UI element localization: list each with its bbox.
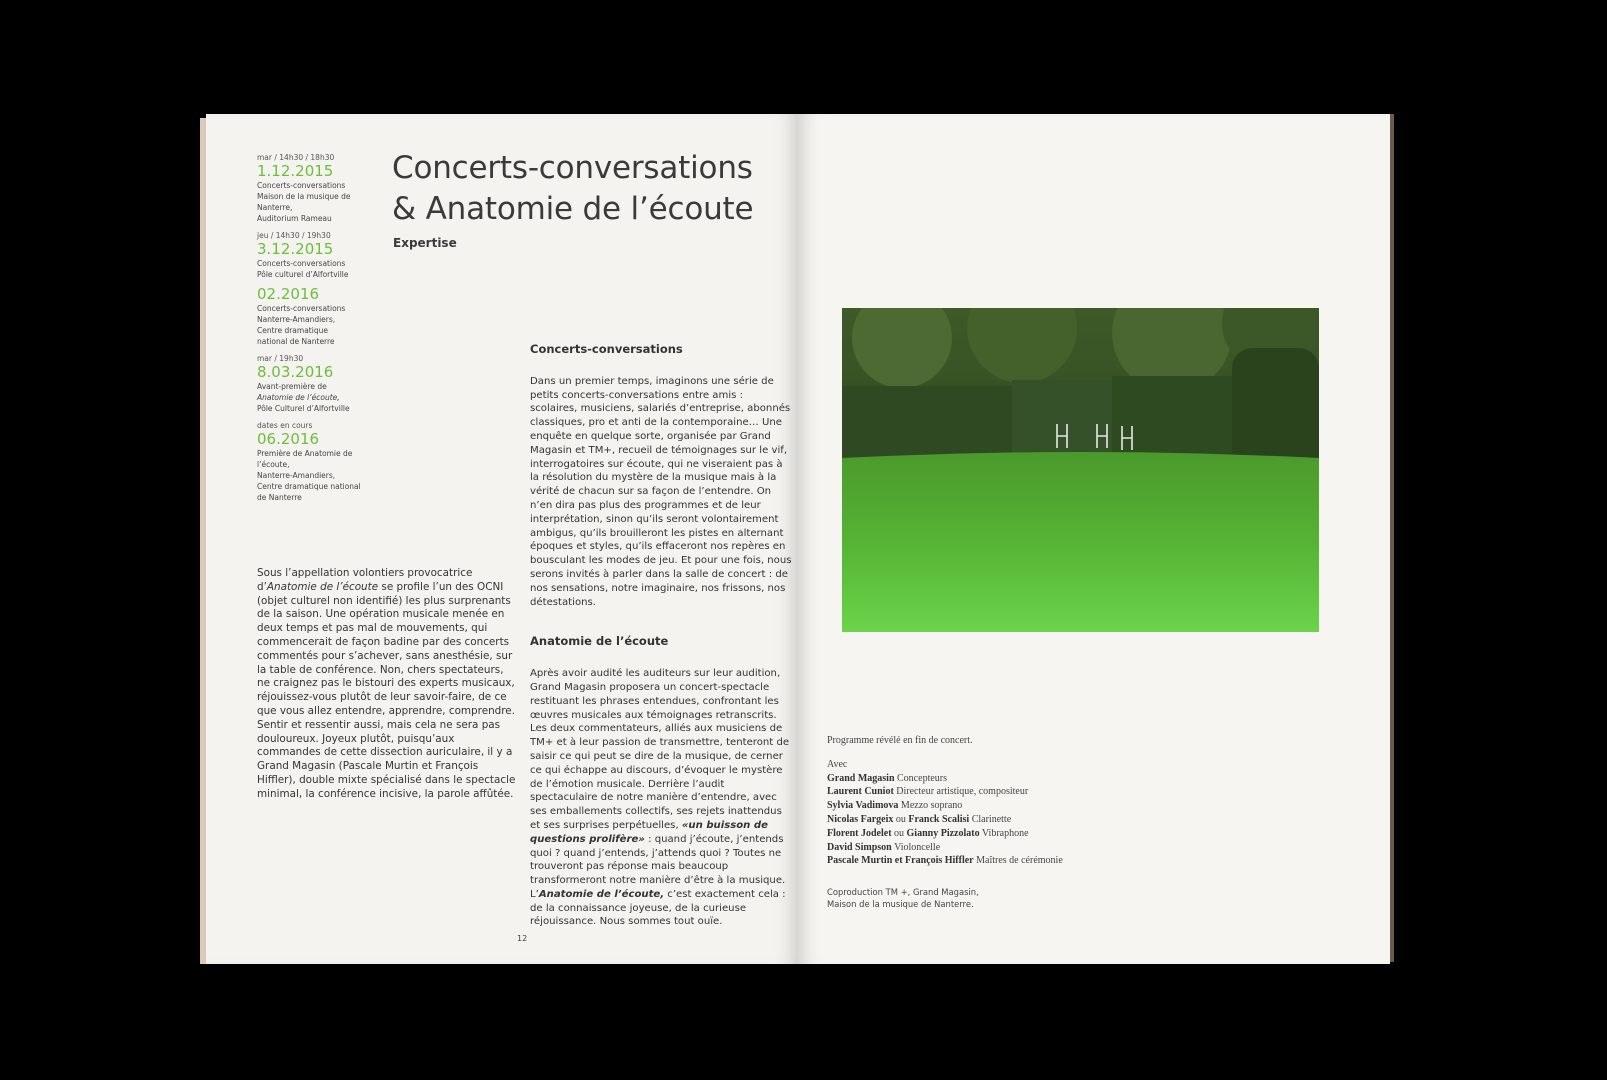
section-heading: Concerts-conversations <box>530 342 683 356</box>
page-title <box>392 148 792 230</box>
credit-line <box>827 827 1187 841</box>
coproduction-note <box>827 886 1087 910</box>
date-desc: national de Nanterre <box>257 337 335 346</box>
credit-line <box>827 841 1187 855</box>
date-value: 8.03.2016 <box>257 363 334 381</box>
garden-photo-image <box>842 308 1319 632</box>
date-value: 06.2016 <box>257 430 320 448</box>
dates-column <box>257 152 387 509</box>
date-value: 02.2016 <box>257 285 320 303</box>
credit-role: Concepteurs <box>897 772 948 784</box>
date-block <box>257 152 387 224</box>
date-meta: mar / 14h30 / 18h30 <box>257 153 335 162</box>
intro-text: se profile l’un des OCNI (objet culturel non identifié) les plus surprenants de la saison. Une opération musicale menée en deux temps et pas mal de mouvements, qui commencerait de façon badine par des concerts commentés pour s’achever, sans anesthésie, sur la table de conférence. Non, chers spectateurs, ne craignez pas le bistouri des experts musicaux, réjouissez-vous plutôt de leur savoir-faire, de ce que vous allez entendre, apprendre, comprendre. Sentir et ressentir aussi, mais cela ne sera pas douloureux. Joyeux plutôt, puisqu’aux commandes de cette dissection auriculaire, il y a Grand Magasin (Pascale Murtin et François Hiffler), double mixte spécialisé dans le spectacle minimal, la conférence incisive, la parole affûtée. <box>257 580 516 800</box>
date-value: 1.12.2015 <box>257 162 334 180</box>
text-span: : quand j’écoute, j’entends quoi ? quand j’entends, j’attends quoi ? Toutes ne trouveront pas réponse mais beaucoup transformeront notre manière d’être à la musique. L’ <box>530 833 786 900</box>
coproduction-line: Coproduction TM +, Grand Magasin, <box>827 887 979 897</box>
date-desc: Concerts-conversations <box>257 181 346 190</box>
credit-role: Vibraphone <box>981 827 1029 839</box>
credit-line <box>827 854 1187 868</box>
date-desc: Concerts-conversations <box>257 259 346 268</box>
title-line-2: & Anatomie de l’écoute <box>392 191 754 227</box>
text-span: Après avoir audité les auditeurs sur leur audition, Grand Magasin proposera un concert-spectacle restituant les phrases entendues, confrontant les œuvres musicales aux témoignages retranscrits. Les deux commentateurs, alliés aux musiciens de TM+ et à leur passion de transmettre, tenteront de saisir ce qui peut se dire de la musique, de cerner ce qui échappe au discours, d’évoquer le mystère de l’émotion musicale. Derrière l’audit spectaculaire de notre manière d’entendre, avec ses emballements collectifs, ses rejets inattendus et ses surprises perpétuelles, <box>530 668 790 831</box>
credit-name: Laurent Cuniot <box>827 786 894 798</box>
text-span: c’est exactement cela : de la connaissance joyeuse, de la curieuse réjouissance. Nous sommes tout ouïe. <box>530 888 786 928</box>
date-desc: de Nanterre <box>257 493 302 502</box>
intro-text: Sous l’appellation volontiers provocatrice d’ <box>257 567 473 593</box>
intro-paragraph <box>257 567 519 802</box>
credit-name: Nicolas Fargeix <box>827 813 894 825</box>
page-number: 12 <box>517 934 528 943</box>
credit-line <box>827 813 1187 827</box>
credits <box>827 734 1187 868</box>
article-column <box>530 343 792 929</box>
credit-role: Violoncelle <box>894 841 941 853</box>
credit-or: ou <box>894 827 905 839</box>
italic-quote: «un buisson de questions prolifère» <box>530 819 768 845</box>
garden-photo <box>842 308 1319 632</box>
date-block <box>257 353 387 414</box>
programme-note: Programme révélé en fin de concert. <box>827 735 973 746</box>
coproduction-line: Maison de la musique de Nanterre. <box>827 899 974 909</box>
avec-label: Avec <box>827 758 848 770</box>
date-desc: Concerts-conversations <box>257 304 346 313</box>
date-desc: Anatomie de l’écoute, <box>257 393 340 402</box>
date-desc: Maison de la musique de Nanterre, <box>257 192 351 212</box>
date-desc: Première de Anatomie de l’écoute, <box>257 449 353 469</box>
credit-line <box>827 785 1187 799</box>
credit-name: Grand Magasin <box>827 772 895 784</box>
date-block <box>257 286 387 347</box>
date-desc: Auditorium Rameau <box>257 214 332 223</box>
credit-name: Florent Jodelet <box>827 827 892 839</box>
date-desc: Centre dramatique national <box>257 482 361 491</box>
date-block <box>257 230 387 280</box>
date-desc: Centre dramatique <box>257 326 328 335</box>
intro-italic: Anatomie de l’écoute <box>266 580 379 593</box>
credit-name: David Simpson <box>827 841 892 853</box>
credit-or: ou <box>895 813 906 825</box>
date-meta: mar / 19h30 <box>257 354 304 363</box>
credit-line <box>827 772 1187 786</box>
credit-name: Franck Scalisi <box>908 813 970 825</box>
credit-name: Sylvia Vadimova <box>827 800 899 812</box>
credit-role: Clarinette <box>971 813 1012 825</box>
credit-name: Pascale Murtin et François Hiffler <box>827 855 974 867</box>
section-text <box>530 667 792 929</box>
date-desc: Avant-première de <box>257 382 327 391</box>
credit-role: Mezzo soprano <box>900 800 963 812</box>
section-heading: Anatomie de l’écoute <box>530 634 669 649</box>
italic-title: Anatomie de l’écoute, <box>538 888 665 900</box>
subtitle: Expertise <box>393 236 457 250</box>
date-meta: dates en cours <box>257 421 313 430</box>
credit-role: Maîtres de cérémonie <box>976 855 1063 867</box>
date-desc: Nanterre-Amandiers, <box>257 315 336 324</box>
credit-line <box>827 799 1187 813</box>
date-desc: Pôle culturel d’Alfortville <box>257 270 349 279</box>
section-text: Dans un premier temps, imaginons une série de petits concerts-conversations entre amis : scolaires, musiciens, salariés d’entreprise, abonnés classiques, pro et anti de la contemporaine… Une enquête en quelque sorte, organisée par Grand Magasin et TM+, recueil de témoignages sur le vif, interrogatoires sur écoute, qui ne viseraient pas à la résolution du mystère de la musique mais à la vérité de chacun sur sa façon de l’entendre. On n’en dira pas plus des programmes et de leur interprétation, sinon qu’ils seront volontairement ambigus, qu’ils brouilleront les pistes en alternant époques et styles, qu’ils effaceront nos repères en bousculant les modes de jeu. Et pour une fois, nous serons invités à parler dans la salle de concert : de nos sensations, notre imaginaire, nos frissons, nos détestations. <box>530 375 792 608</box>
credit-role: Directeur artistique, compositeur <box>896 786 1029 798</box>
credit-name: Gianny Pizzolato <box>906 827 980 839</box>
date-desc: Pôle Culturel d’Alfortville <box>257 404 350 413</box>
date-desc: Nanterre-Amandiers, <box>257 471 336 480</box>
date-block <box>257 420 387 503</box>
date-value: 3.12.2015 <box>257 240 334 258</box>
date-meta: jeu / 14h30 / 19h30 <box>257 231 331 240</box>
title-line-1: Concerts-conversations <box>392 150 753 186</box>
